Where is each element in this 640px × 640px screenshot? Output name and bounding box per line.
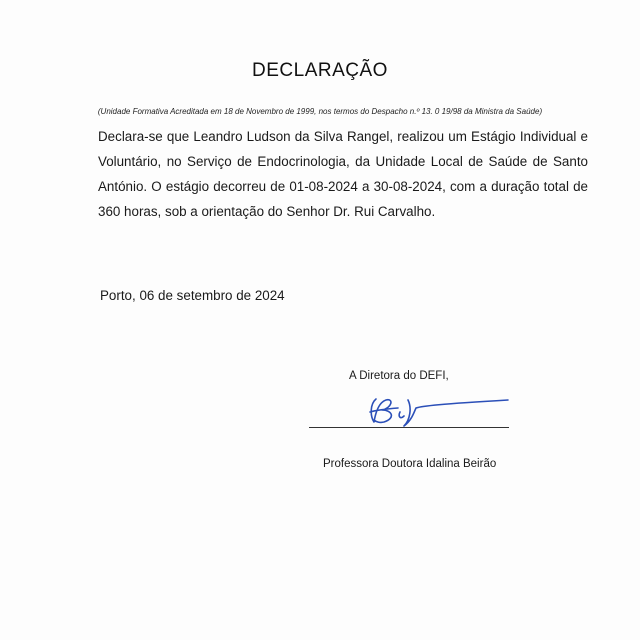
document-title: DECLARAÇÃO — [252, 60, 388, 81]
signatory-name: Professora Doutora Idalina Beirão — [323, 458, 497, 470]
signature-line — [309, 427, 509, 428]
document-subtitle: (Unidade Formativa Acreditada em 18 de Novembro de 1999, nos termos do Despacho n.º 13. 0 19/98 da Ministra da Saúde) — [97, 107, 543, 116]
place-date: Porto, 06 de setembro de 2024 — [100, 288, 285, 303]
signatory-role: A Diretora do DEFI, — [349, 370, 449, 382]
declaration-body: Declara-se que Leandro Ludson da Silva Rangel, realizou um Estágio Individual e Voluntário, no Serviço de Endocrinologia, da Unidade Local de Saúde de Santo António. O estágio decorreu de 01-08-2024 a 30-08-2024, com a duração total de 360 horas, sob a orientação do Senhor Dr. Rui Carvalho. — [98, 129, 588, 219]
handwritten-signature — [340, 390, 510, 430]
